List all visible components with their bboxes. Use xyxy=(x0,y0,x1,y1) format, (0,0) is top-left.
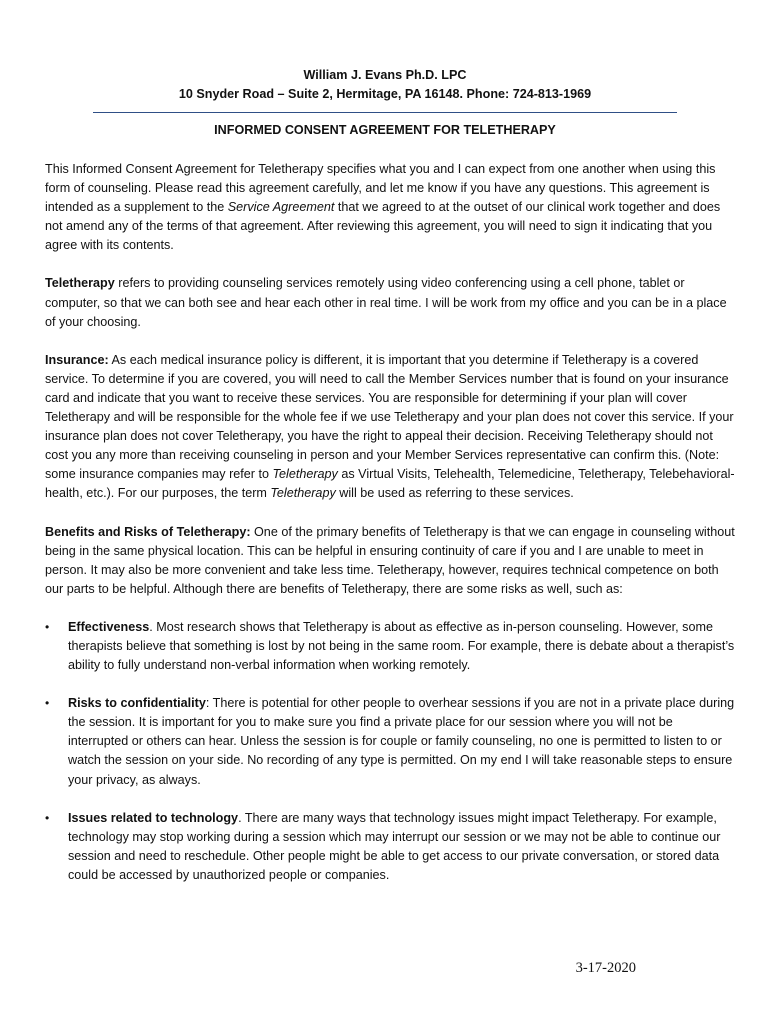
bullet-icon: • xyxy=(45,619,50,634)
risk-text: . Most research shows that Teletherapy is about as effective as in-person counseling. However, some therapists believe that something is lost by not being in the same room. For example, there is debate about a therapist’s ability to fully understand non-verbal information when working remotely. xyxy=(68,619,735,673)
risks-list xyxy=(45,618,735,885)
risk-term: Issues related to technology xyxy=(68,810,239,825)
insurance-paragraph xyxy=(45,351,735,504)
teletherapy-paragraph xyxy=(45,274,735,331)
intro-paragraph xyxy=(45,160,735,255)
list-item xyxy=(45,618,735,675)
list-item xyxy=(45,809,735,885)
header-divider xyxy=(93,112,677,113)
service-agreement-term: Service Agreement xyxy=(227,200,335,215)
footer-date: 3-17-2020 xyxy=(575,960,636,976)
risk-term: Risks to confidentiality xyxy=(68,696,206,711)
insurance-text-3: will be used as referring to these services. xyxy=(335,486,574,501)
risk-text: . There are many ways that technology issues might impact Teletherapy. For example, technology may stop working during a session which may interrupt our session or we may not be able to continue our session and need to reschedule. Other people might be able to get access to our private conversation, or stored data could be accessed by unauthorized people or companies. xyxy=(68,810,721,882)
insurance-text-2: as Virtual Visits, Telehealth, Telemedicine, Teletherapy, Telebehavioral-health, etc.). For our purposes, the term xyxy=(45,467,735,501)
insurance-heading: Insurance: xyxy=(45,352,109,367)
teletherapy-text: refers to providing counseling services remotely using video conferencing using a cell phone, tablet or computer, so that we can both see and hear each other in real time. I will be work from my office and you can be in a place of your choosing. xyxy=(45,276,727,329)
risk-term: Effectiveness xyxy=(68,619,150,634)
bullet-icon: • xyxy=(45,810,50,825)
document-body xyxy=(45,160,735,904)
insurance-italic-2: Teletherapy xyxy=(270,486,336,501)
insurance-italic-1: Teletherapy xyxy=(272,467,338,482)
intro-text-1: This Informed Consent Agreement for Teletherapy specifies what you and I can expect from one another when using this form of counseling. Please read this agreement carefully, and let me know if you have any questions. This agreement is intended as a supplement to the xyxy=(45,162,716,215)
list-item xyxy=(45,694,735,789)
letterhead xyxy=(0,66,770,104)
intro-text-2: that we agreed to at the outset of our clinical work together and does not amend any of the terms of that agreement. After reviewing this agreement, you will need to sign it indicating that you agree with its contents. xyxy=(45,200,721,253)
risk-text: : There is potential for other people to overhear sessions if you are not in a private place during the session. It is important for you to make sure you find a private place for our session where you will not be interrupted or others can hear. Unless the session is for couple or family counseling, no one is permitted to listen to or watch the session on your side. No recording of any type is permitted. On my end I will take reasonable steps to ensure your privacy, as always. xyxy=(68,696,735,787)
benefits-paragraph xyxy=(45,523,735,599)
benefits-text: One of the primary benefits of Teletherapy is that we can engage in counseling without being in the same physical location. This can be helpful in ensuring continuity of care if you and I are unable to meet in person. It may also be more convenient and take less time. Teletherapy, however, requires technical competence on both our parts to be helpful. Although there are benefits of Teletherapy, there are some risks as well, such as: xyxy=(45,524,735,596)
document-title: INFORMED CONSENT AGREEMENT FOR TELETHERAPY xyxy=(214,123,556,137)
bullet-icon: • xyxy=(45,696,50,711)
practice-address: 10 Snyder Road – Suite 2, Hermitage, PA 16148. Phone: 724-813-1969 xyxy=(178,87,592,101)
practitioner-name: William J. Evans Ph.D. LPC xyxy=(303,68,467,82)
insurance-text-1: As each medical insurance policy is different, it is important that you determine if Teletherapy is a covered service. To determine if you are covered, you will need to call the Member Services number that is found on your insurance card and indicate that you want to receive these services. You are responsible for determining if your plan will cover Teletherapy and will be responsible for the whole fee if we use Teletherapy and your plan does not cover this service. If your insurance plan does not cover Teletherapy, you have the right to appeal their decision. Receiving Teletherapy should not cost you any more than receiving counseling in person and your Member Services representative can confirm this. (Note: some insurance companies may refer to xyxy=(45,352,734,482)
benefits-heading: Benefits and Risks of Teletherapy: xyxy=(45,524,251,539)
teletherapy-term: Teletherapy xyxy=(45,276,115,291)
